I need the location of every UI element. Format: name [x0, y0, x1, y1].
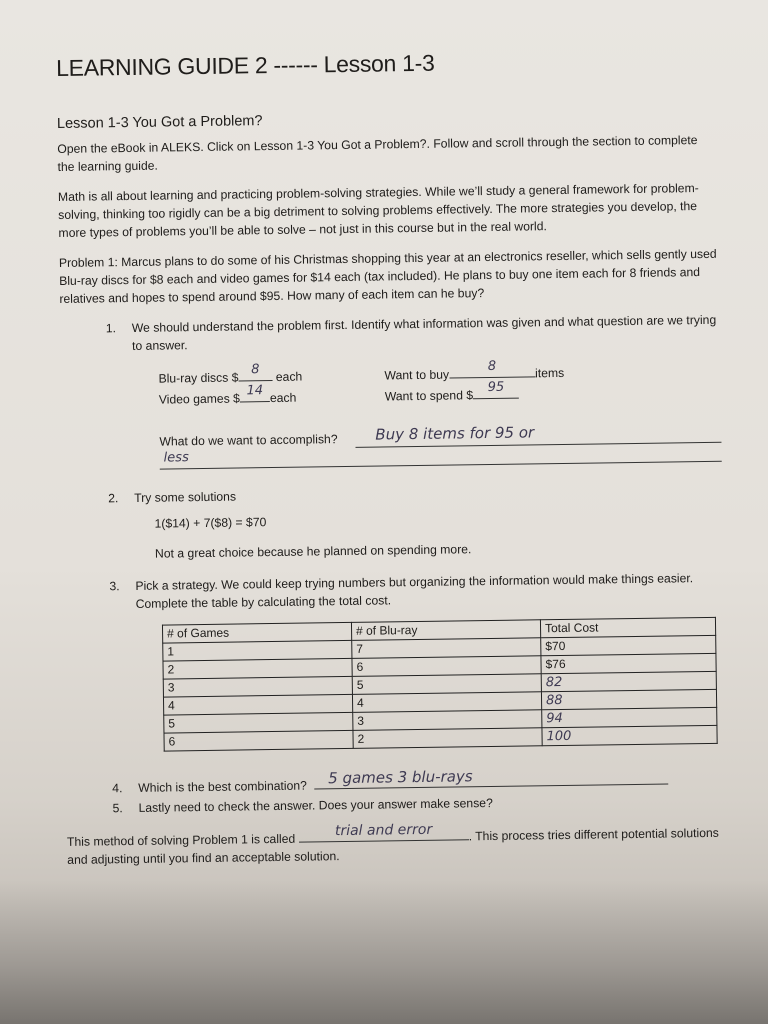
- step-number: 2.: [108, 491, 119, 506]
- table-cell: 6: [164, 730, 353, 751]
- method-text-after: . This process tries different potential solutions and adjusting until you find an acceptable solution.: [67, 825, 719, 867]
- handwritten-total: 88: [545, 692, 563, 709]
- want-spend-label: Want to spend $: [384, 388, 474, 404]
- table-cell: 3: [163, 676, 352, 697]
- table-cell: 4: [352, 692, 541, 713]
- table-cell: 6: [352, 656, 541, 677]
- table-cell: 2: [353, 728, 542, 749]
- bluray-price-field[interactable]: [238, 362, 272, 381]
- games-price-answer: 14: [246, 383, 264, 399]
- best-combination-field[interactable]: [314, 769, 668, 790]
- step-text: We should understand the problem first. Identify what information was given and what question are we trying to answer.: [131, 312, 717, 353]
- table-cell: 5: [164, 712, 353, 733]
- table-cell: $70: [541, 635, 716, 655]
- solution-note: Not a great choice because he planned on spending more.: [154, 542, 472, 561]
- step-number: 3.: [109, 579, 120, 594]
- accomplish-answer-line-1: Buy 8 items for 95 or: [375, 423, 535, 444]
- page-title: LEARNING GUIDE 2 ------ Lesson 1-3: [56, 49, 435, 81]
- step-text: Try some solutions: [134, 489, 237, 505]
- step-3: [109, 569, 723, 614]
- each-label: each: [269, 390, 297, 406]
- answer-line: [160, 461, 722, 470]
- table-cell: 4: [163, 694, 352, 715]
- bluray-price-label: Blu-ray discs $: [158, 370, 239, 386]
- table-cell: 1: [163, 640, 352, 661]
- step-number: 1.: [105, 321, 117, 336]
- step-number: 4.: [112, 781, 123, 796]
- each-label: each: [275, 369, 303, 384]
- table-cell: $76: [541, 653, 716, 673]
- step-text: Pick a strategy. We could keep trying numbers but organizing the information would make things easier. Complete the table by calculating the total cost.: [135, 571, 694, 611]
- intro-text: Open the eBook in ALEKS. Click on Lesson 1-3 You Got a Problem?. Follow and scroll through the section to complete the learning guide.: [57, 133, 698, 174]
- step-text: Which is the best combination?: [138, 778, 308, 795]
- photo-shadow: [0, 880, 768, 1024]
- want-spend-field[interactable]: [473, 379, 519, 400]
- problem-statement: Problem 1: Marcus plans to do some of his Christmas shopping this year at an electronics reseller, which sells gently used Blu-ray discs for $8 each and video games for $14 each (tax included). He plans to buy one item each for 8 friends and relatives and hopes to spend around $95. How many of each item can he buy?: [58, 246, 717, 306]
- table-cell: 7: [352, 638, 541, 659]
- handwritten-total: 100: [546, 728, 572, 745]
- games-price-field[interactable]: [240, 383, 270, 402]
- method-sentence: [67, 821, 727, 869]
- column-header: Total Cost: [540, 617, 715, 637]
- step-1: [106, 311, 720, 356]
- best-combination-answer: 5 games 3 blu-rays: [328, 767, 473, 788]
- want-spend-answer: 95: [487, 379, 505, 396]
- strategy-paragraph: Math is all about learning and practicing problem-solving strategies. While we’ll study a general framework for problem-solving, thinking too rigidly can be a big detriment to solving problems effectively. The more strategies you develop, the more types of problems you’ll be able to solve – not just in this course but in the real world.: [57, 181, 699, 240]
- cost-table: [162, 617, 718, 752]
- step-number: 5.: [112, 801, 123, 816]
- total-cost-input[interactable]: [542, 725, 717, 745]
- want-buy-field[interactable]: [449, 358, 535, 378]
- sample-equation: 1($14) + 7($8) = $70: [154, 515, 267, 531]
- given-info: [158, 359, 721, 409]
- handwritten-total: 94: [546, 710, 563, 727]
- step-2: [108, 481, 723, 564]
- worksheet-content: [56, 46, 727, 869]
- step-text: Lastly need to check the answer. Does your answer make sense?: [138, 795, 493, 815]
- section-title: Lesson 1-3 You Got a Problem?: [56, 113, 263, 132]
- want-buy-label: Want to buy: [384, 367, 450, 383]
- column-header: # of Blu-ray: [351, 620, 540, 641]
- table-cell: 3: [353, 710, 542, 731]
- want-buy-answer: 8: [487, 358, 497, 375]
- accomplish-answer-line-2: less: [163, 450, 189, 466]
- table-cell: 2: [163, 658, 352, 679]
- games-price-label: Video games $: [158, 391, 241, 407]
- column-header: # of Games: [162, 622, 351, 643]
- items-label: items: [534, 365, 565, 381]
- method-name-answer: trial and error: [334, 821, 433, 840]
- handwritten-total: 82: [545, 674, 563, 691]
- bluray-price-answer: 8: [251, 362, 260, 378]
- method-text-before: This method of solving Problem 1 is called: [66, 831, 296, 849]
- accomplish-label: What do we want to accomplish?: [159, 432, 338, 449]
- table-cell: 5: [352, 674, 541, 695]
- method-name-field[interactable]: [298, 821, 468, 842]
- accomplish-field[interactable]: [159, 423, 722, 475]
